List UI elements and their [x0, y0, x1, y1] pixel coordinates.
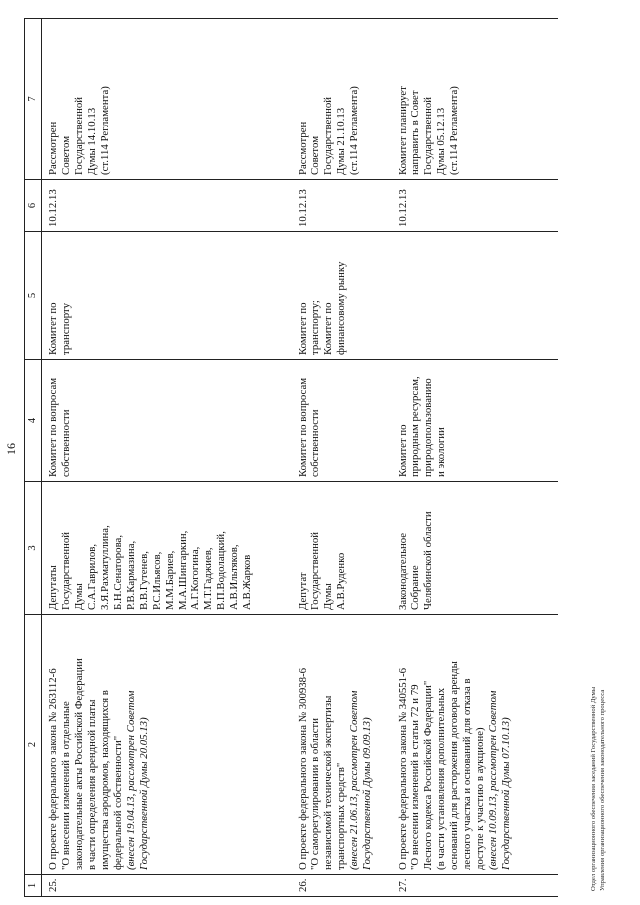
bill-note-line: (внесен 10.09.13, рассмотрен Советом: [487, 690, 500, 870]
column-header-6: 6: [25, 180, 42, 232]
initiator-line: А.В.Ильтяков,: [228, 544, 241, 610]
bill-title-line: имущества аэродромов, находящихся в: [98, 690, 111, 870]
initiator-cell: [392, 482, 558, 615]
bill-title-line: в части определения арендной платы: [85, 699, 98, 870]
initiator-line: Думы: [322, 583, 335, 610]
column-header-1: 1: [25, 875, 42, 897]
co-committee-line: Комитет по: [296, 302, 309, 355]
initiator-line: В.П.Водолацкий,: [215, 531, 228, 610]
responsible-committee-line: собственности: [59, 409, 72, 477]
initiator-line: А.В.Руденко: [335, 552, 348, 610]
column-header-4: 4: [25, 360, 42, 482]
bill-note-line: Государственной Думы 20.05.13): [137, 717, 150, 870]
responsible-committee-line: собственности: [309, 409, 322, 477]
row-number-cell: [392, 875, 558, 897]
footer-department: [590, 687, 608, 891]
status-line: направить в Совет: [409, 90, 422, 175]
status-cell: [42, 19, 292, 180]
initiator-line: В.В.Гутенев,: [137, 551, 150, 610]
row-number: 26.: [296, 878, 309, 892]
responsible-committee-line: природопользованию: [422, 378, 435, 477]
bill-title-line: "О внесении изменений в статьи 72 и 79: [409, 684, 422, 870]
bill-title-line: "О внесении изменений в отдельные: [59, 701, 72, 870]
initiator-cell: [292, 482, 392, 615]
table-row: [42, 19, 292, 897]
footer-line: Управления организационного обеспечения законодательного процесса: [598, 689, 606, 891]
co-committee-line: транспорту: [59, 302, 72, 355]
bill-note-line: (внесен 19.04.13, рассмотрен Советом: [124, 690, 137, 870]
bill-note-line: Государственной Думы 09.09.13): [361, 717, 374, 870]
responsible-committee-line: Комитет по вопросам: [47, 377, 59, 477]
initiator-cell: [42, 482, 292, 615]
co-committee-cell: [42, 232, 292, 360]
co-committee-cell: [392, 232, 558, 360]
bills-table: [24, 18, 558, 897]
bill-note-line: Государственной Думы 07.10.13): [500, 717, 513, 870]
status-line: Государственной: [72, 96, 85, 175]
column-header-3: 3: [25, 482, 42, 615]
bill-title-line: (в части установления дополнительных: [435, 687, 448, 870]
bill-title-cell: [42, 615, 292, 875]
column-header-5: 5: [25, 232, 42, 360]
initiator-line: Думы: [72, 583, 85, 610]
responsible-committee-cell: [42, 360, 292, 482]
bill-title-line: О проекте федерального закона № 340551-6: [396, 667, 409, 870]
bill-title-line: независимой технической экспертизы: [322, 695, 335, 870]
initiator-line: М.М.Бариев,: [163, 550, 176, 610]
responsible-committee-line: Комитет по вопросам: [296, 377, 309, 477]
co-committee-cell: [292, 232, 392, 360]
initiator-line: А.Г.Когогина,: [189, 546, 202, 610]
row-number-cell: [42, 875, 292, 897]
footer-line: Отдел организационного обеспечения заседаний Государственной Думы: [590, 686, 597, 891]
bill-title-line: оснований для расторжения договора аренды: [448, 661, 461, 870]
responsible-committee-line: Комитет по: [396, 424, 409, 477]
bill-title-line: доступе к участию в аукционе): [474, 727, 487, 870]
responsible-committee-line: и экологии: [435, 427, 448, 477]
bill-title-line: "О саморегулировании в области: [309, 717, 322, 870]
bill-title-line: О проекте федерального закона № 300938-6: [296, 667, 309, 870]
bill-title-line: федеральной собственности": [111, 735, 124, 870]
row-number: 27.: [396, 878, 409, 892]
review-date: 10.12.13: [296, 189, 309, 227]
date-cell: [292, 180, 392, 232]
status-line: Советом: [59, 135, 72, 175]
initiator-line: Р.В.Кармазина,: [124, 540, 137, 610]
review-date: 10.12.13: [47, 189, 59, 227]
bill-title-line: лесного участка и оснований для отказа в: [461, 678, 474, 870]
page-number: 16: [4, 443, 18, 455]
table-row: [392, 19, 558, 897]
initiator-line: З.Я.Рахматуллина,: [98, 525, 111, 610]
column-header-2: 2: [25, 615, 42, 875]
column-number-header: [25, 19, 42, 897]
status-line: (ст.114 Регламента): [348, 86, 361, 175]
initiator-line: Государственной: [59, 531, 72, 610]
responsible-committee-cell: [392, 360, 558, 482]
column-header-7: 7: [25, 19, 42, 180]
initiator-line: Депутат: [296, 572, 309, 610]
co-committee-line: финансовому рынку: [335, 261, 348, 355]
bill-title-cell: [292, 615, 392, 875]
initiator-line: М.А.Шингаркин,: [176, 530, 189, 610]
responsible-committee-line: природным ресурсам,: [409, 376, 422, 477]
bill-title-line: законодательные акты Российской Федерации: [72, 658, 85, 870]
status-line: Рассмотрен: [296, 121, 309, 175]
initiator-line: Собрание: [409, 565, 422, 610]
co-committee-line: Комитет по: [322, 302, 335, 355]
status-line: Государственной: [322, 96, 335, 175]
status-line: Советом: [309, 135, 322, 175]
initiator-line: С.А.Гаврилов,: [85, 543, 98, 610]
row-number-cell: [292, 875, 392, 897]
date-cell: [392, 180, 558, 232]
status-line: Государственной: [422, 96, 435, 175]
initiator-line: Р.С.Ильясов,: [150, 551, 163, 610]
review-date: 10.12.13: [396, 189, 409, 227]
status-line: Думы 05.12.13: [435, 107, 448, 175]
bill-title-line: транспортных средств": [335, 762, 348, 870]
bill-title-cell: [392, 615, 558, 875]
co-committee-line: Комитет по: [47, 302, 59, 355]
row-number: 25.: [47, 878, 59, 892]
status-cell: [292, 19, 392, 180]
co-committee-line: транспорту;: [309, 300, 322, 355]
status-line: Комитет планирует: [396, 86, 409, 175]
status-line: Думы 21.10.13: [335, 107, 348, 175]
date-cell: [42, 180, 292, 232]
bill-title-line: О проекте федерального закона № 263112-6: [47, 668, 59, 870]
table-row: [292, 19, 392, 897]
initiator-line: Депутаты: [47, 565, 59, 610]
initiator-line: Б.Н.Сенаторова,: [111, 534, 124, 610]
status-line: (ст.114 Регламента): [448, 86, 461, 175]
status-line: Рассмотрен: [47, 121, 59, 175]
initiator-line: Челябинской области: [422, 511, 435, 610]
initiator-line: Законодательное: [396, 532, 409, 610]
status-line: Думы 14.10.13: [85, 107, 98, 175]
status-cell: [392, 19, 558, 180]
bill-note-line: (внесен 21.06.13, рассмотрен Советом: [348, 690, 361, 870]
status-line: (ст.114 Регламента): [98, 86, 111, 175]
initiator-line: М.Т.Гаджиев,: [202, 547, 215, 610]
initiator-line: Государственной: [309, 531, 322, 610]
initiator-line: А.В.Жарков: [241, 554, 254, 610]
bill-title-line: Лесного кодекса Российской Федерации": [422, 680, 435, 870]
responsible-committee-cell: [292, 360, 392, 482]
